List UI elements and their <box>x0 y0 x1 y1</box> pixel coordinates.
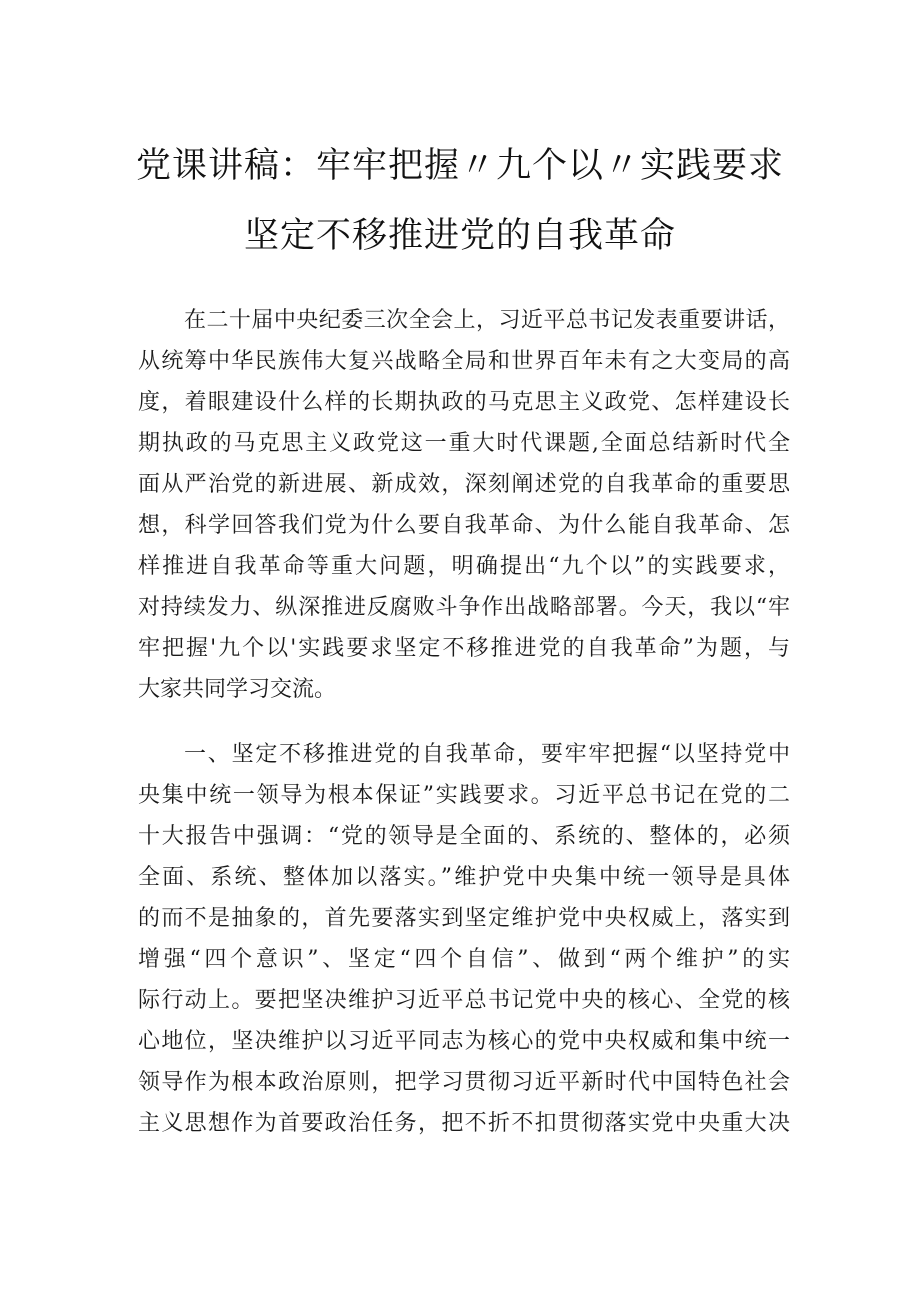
document-title-line-1: 党课讲稿：牢牢把握〃九个以〃实践要求 <box>135 146 784 186</box>
body-line: 对持续发力、纵深推进反腐败斗争作出战略部署。今天，我以“牢 <box>138 595 790 620</box>
body-line: 心地位，坚决维护以习近平同志为核心的党中央权威和集中统一 <box>138 1029 790 1054</box>
body-line: 度，着眼建设什么样的长期执政的马克思主义政党、怎样建设长 <box>138 390 790 415</box>
body-line: 际行动上。要把坚决维护习近平总书记党中央的核心、全党的核 <box>138 988 790 1013</box>
body-line: 样推进自我革命等重大问题，明确提出“九个以”的实践要求， <box>138 554 790 579</box>
body-line: 增强“四个意识”、坚定“四个自信”、做到“两个维护”的实 <box>138 947 790 972</box>
body-line: 领导作为根本政治原则，把学习贯彻习近平新时代中国特色社会 <box>138 1070 790 1095</box>
body-line: 在二十届中央纪委三次全会上，习近平总书记发表重要讲话， <box>184 308 790 333</box>
body-line: 央集中统一领导为根本保证”实践要求。习近平总书记在党的二 <box>138 783 790 808</box>
body-line: 从统筹中华民族伟大复兴战略全局和世界百年未有之大变局的高 <box>138 349 790 374</box>
body-line: 主义思想作为首要政治任务，把不折不扣贯彻落实党中央重大决 <box>138 1111 790 1136</box>
body-line: 牢把握'九个以'实践要求坚定不移推进党的自我革命”为题，与 <box>138 636 790 661</box>
document-title-line-2: 坚定不移推进党的自我革命 <box>243 216 676 256</box>
body-line: 一、坚定不移推进党的自我革命，要牢牢把握“以坚持党中 <box>184 742 790 767</box>
body-line: 期执政的马克思主义政党这一重大时代课题,全面总结新时代全 <box>138 431 790 456</box>
body-line: 大家共同学习交流。 <box>138 677 337 702</box>
body-line: 面从严治党的新进展、新成效，深刻阐述党的自我革命的重要思 <box>138 472 790 497</box>
body-line: 想，科学回答我们党为什么要自我革命、为什么能自我革命、怎 <box>138 513 790 538</box>
body-line: 十大报告中强调：“党的领导是全面的、系统的、整体的，必须 <box>138 824 790 849</box>
body-line: 的而不是抽象的，首先要落实到坚定维护党中央权威上，落实到 <box>138 906 790 931</box>
body-line: 全面、系统、整体加以落实。”维护党中央集中统一领导是具体 <box>138 865 790 890</box>
